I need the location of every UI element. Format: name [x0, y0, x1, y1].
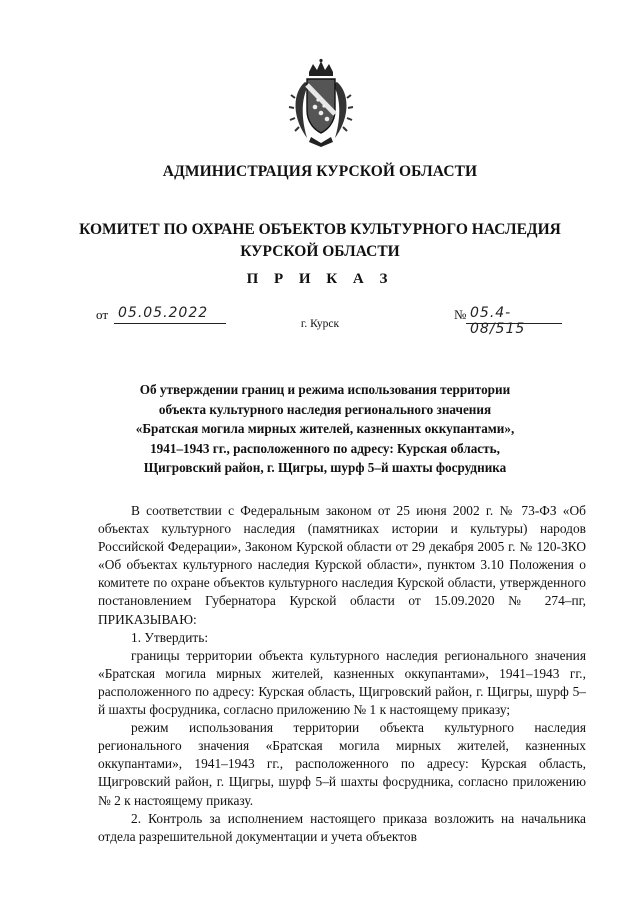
subject-line: 1941–1943 гг., расположенного по адресу: Курская область, — [150, 440, 500, 456]
committee-heading — [0, 219, 640, 263]
usage-regime-paragraph: режим использования территории объекта культурного наследия регионального значения «Братская могила мирных жителей, казненных оккупантами», 1941–1943 гг., расположенного по адресу: Курская область, Щигровский район, г. Щигры, шурф 5–й шахты фосрудника, согласно приложению № 2 к настоящему приказу. — [98, 720, 586, 808]
subject-line: Об утверждении границ и режима использования территории — [139, 382, 511, 397]
document-type-title: П Р И К А З — [246, 271, 394, 287]
preamble-paragraph: В соответствии с Федеральным законом от 25 июня 2002 г. № 73-ФЗ «Об объектах культурного наследия (памятниках истории и культуры) народов Российской Федерации», Законом Курской области от 29 декабря 2005 г. № 120-ЗКО «Об объектах культурного наследия Курской области», пунктом 3.10 Положения о комитете по охране объектов культурного наследия Курской области, утвержденного постановлением Губернатора Курской области от 15.09.2020 № 274–пг, ПРИКАЗЫВАЮ: — [98, 503, 586, 627]
boundaries-paragraph: границы территории объекта культурного наследия регионального значения «Братская могила мирных жителей, казненных оккупантами», 1941–1943 гг., расположенного по адресу: Курская область, Щигровский район, г. Щигры, шурф 5–й шахты фосрудника, согласно приложению № 1 к настоящему приказу; — [98, 647, 586, 718]
administration-heading: АДМИНИСТРАЦИЯ КУРСКОЙ ОБЛАСТИ — [162, 163, 478, 180]
subject-line: объекта культурного наследия регионального значения — [158, 401, 492, 417]
coat-of-arms-icon — [287, 58, 355, 148]
date-prefix: от — [96, 307, 109, 322]
order-number: 05.4-08/515 — [470, 305, 526, 337]
subject-line: Щигровский район, г. Щигры, шурф 5–й шахты фосрудника — [143, 460, 507, 475]
subject-line: «Братская могила мирных жителей, казненных оккупантами», — [135, 421, 515, 436]
committee-heading-line1: КОМИТЕТ ПО ОХРАНЕ ОБЪЕКТОВ КУЛЬТУРНОГО НАСЛЕДИЯ — [79, 221, 561, 238]
order-body — [98, 502, 586, 846]
order-subject — [100, 380, 550, 478]
item-2-paragraph: 2. Контроль за исполнением настоящего приказа возложить на начальника отдела разрешительной документации и учета объектов — [98, 810, 586, 844]
committee-heading-line2: КУРСКОЙ ОБЛАСТИ — [240, 243, 400, 260]
item-1-paragraph: 1. Утвердить: — [131, 629, 209, 645]
city-label: г. Курск — [300, 318, 340, 330]
number-prefix: № — [454, 307, 467, 322]
order-date: 05.05.2022 — [118, 305, 209, 321]
